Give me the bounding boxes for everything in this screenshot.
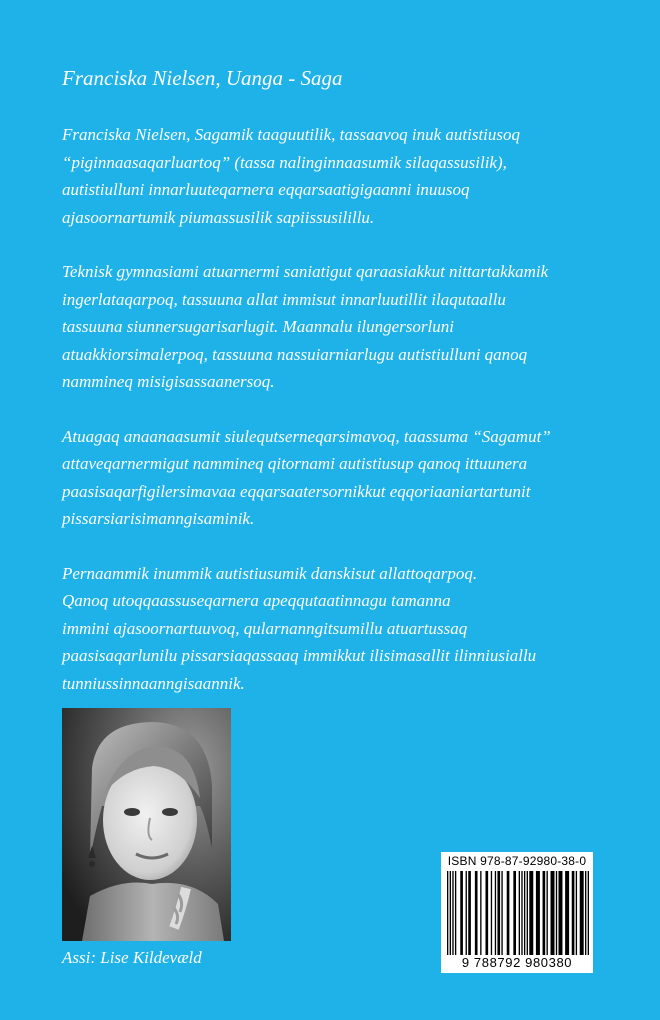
barcode-bar <box>585 871 586 955</box>
text-line: attaveqarnermigut nammineq qitornami autistiusup qanoq ittuunera <box>62 454 528 473</box>
text-line: “piginnaasaqarluartoq” (tassa nalinginnaasumik silaqassusilik), <box>62 152 507 172</box>
paragraph-3 <box>62 423 622 533</box>
text-line: Teknisk gymnasiami atuarnermi saniatigut qaraasiakkut nittartakkamik <box>62 262 549 281</box>
barcode-digits: 9 788792 980380 <box>461 955 573 970</box>
text-line: ajasoornartumik piumassusilik sapiissusilillu. <box>62 207 375 227</box>
barcode-bar <box>450 871 451 955</box>
barcode-bar <box>524 871 525 955</box>
barcode-bar <box>485 871 488 955</box>
barcode-bar <box>536 871 540 955</box>
barcode-bar <box>491 871 492 955</box>
barcode-bar <box>588 871 589 955</box>
barcode-bar <box>475 871 478 955</box>
text-line: Atuagaq anaanaasumit siulequtserneqarsimavoq, taassuma “Sagamut” <box>62 426 551 446</box>
barcode-bar <box>495 871 496 955</box>
text-line: autistiulluni innarluuteqarnera eqqarsaatigigaanni inuusoq <box>62 180 470 199</box>
barcode-bar <box>455 871 456 955</box>
author-photo <box>62 708 231 941</box>
book-title: Franciska Nielsen, Uanga - Saga <box>62 66 343 90</box>
barcode-bar <box>576 871 577 955</box>
text-line: pissarsiarisimanngisaminik. <box>62 509 255 528</box>
text-line: atuakkiorsimalerpoq, tassuuna nassuiarniarlugu autistiulluni qanoq <box>62 344 528 364</box>
barcode-bar <box>580 871 584 955</box>
text-line: tunniussinnaanngisaannik. <box>62 673 245 693</box>
text-line: Qanoq utoqqaassuseqarnera apeqqutaatinnagu tamanna <box>62 591 451 610</box>
photo-caption: Assi: Lise Kildevæld <box>62 948 202 967</box>
barcode-bar <box>460 871 463 955</box>
barcode-bar <box>565 871 569 955</box>
barcode-bar <box>547 871 548 955</box>
paragraph-4 <box>62 560 622 698</box>
text-line: paasisaqarfigilersimavaa eqqarsaatersornikkut eqqoriaaniartartunit <box>62 481 531 501</box>
barcode-bar <box>452 871 453 955</box>
barcode-bar <box>556 871 557 955</box>
author-portrait-image <box>62 708 231 941</box>
paragraph-2 <box>62 258 622 396</box>
barcode-bar <box>572 871 575 955</box>
text-line: tassuuna siunnersugarisarlugit. Maannalu ilungersorluni <box>62 317 454 336</box>
barcode-bar <box>480 871 481 955</box>
barcode-bar <box>558 871 562 955</box>
barcode-bar <box>497 871 500 955</box>
paragraph-1 <box>62 121 622 231</box>
barcode-bar <box>513 871 516 955</box>
barcode-bars <box>447 871 589 955</box>
barcode-bar <box>519 871 520 955</box>
isbn-barcode <box>441 852 593 973</box>
isbn-label: ISBN 978-87-92980-38-0 <box>447 854 587 868</box>
barcode-bar <box>507 871 510 955</box>
barcode-bar <box>468 871 471 955</box>
text-line: Pernaammik inummik autistiusumik danskisut allattoqarpoq. <box>62 563 478 583</box>
text-line: ingerlataqarpoq, tassuuna allat immisut innarluutillit ilaqutaallu <box>62 289 506 309</box>
barcode-bar <box>551 871 555 955</box>
text-line: immini ajasoornartuuvoq, qularnanngitsumillu atuartussaq <box>62 618 468 638</box>
text-line: paasisaqarlunilu pissarsiaqassaaq immikkut ilisimasallit ilinniusiallu <box>62 646 537 665</box>
barcode-bar <box>529 871 533 955</box>
text-line: Franciska Nielsen, Sagamik taaguutilik, tassaavoq inuk autistiusoq <box>62 125 521 144</box>
barcode-bar <box>501 871 502 955</box>
back-cover-text <box>62 121 622 724</box>
barcode-bar <box>521 871 522 955</box>
barcode-bar <box>527 871 528 955</box>
text-line: nammineq misigisassaanersoq. <box>62 372 275 391</box>
barcode-bar <box>466 871 467 955</box>
barcode-bar <box>447 871 448 955</box>
barcode-bar <box>543 871 546 955</box>
